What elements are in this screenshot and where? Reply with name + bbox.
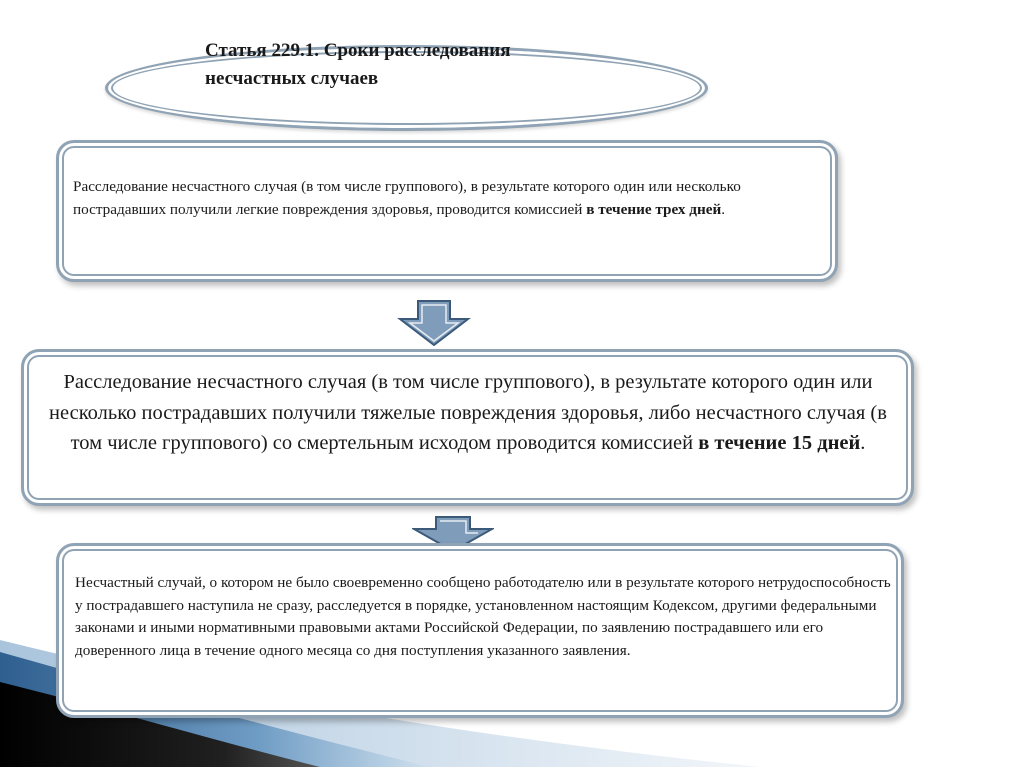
light-injury-deadline: в течение трех дней	[586, 200, 722, 218]
light-injury-text	[73, 176, 823, 221]
severe-injury-deadline: в течение 15 дней	[698, 432, 861, 454]
severe-injury-text-main: Расследование несчастного случая (в том числе группового), в результате которого один или несколько пострадавших получили тяжелые повреждения здоровья, либо несчастного случая (в том числе группового) со смертельным исходом проводится комиссией	[49, 371, 887, 454]
diagram-title: Статья 229.1. Сроки расследования несчастных случаев	[205, 40, 511, 89]
severe-injury-text	[36, 367, 900, 459]
down-arrow-icon	[397, 299, 471, 347]
severe-injury-text-end: .	[860, 432, 866, 454]
light-injury-text-end: .	[721, 200, 726, 218]
down-arrow-icon	[412, 515, 494, 545]
delayed-report-text: Несчастный случай, о котором не было своевременно сообщено работодателю или в результате которого нетрудоспособность у пострадавшего наступила не сразу, расследуется в порядке, установленном настоящим Кодексом, другими федеральными законами и иными нормативными правовыми актами Российской Федерации, по заявлению пострадавшего или его доверенного лица в течение одного месяца со дня поступления указанного заявления.	[75, 574, 891, 659]
light-injury-text-main: Расследование несчастного случая (в том числе группового), в результате которого один или несколько пострадавших получили легкие повреждения здоровья, проводится комиссией	[73, 178, 741, 218]
